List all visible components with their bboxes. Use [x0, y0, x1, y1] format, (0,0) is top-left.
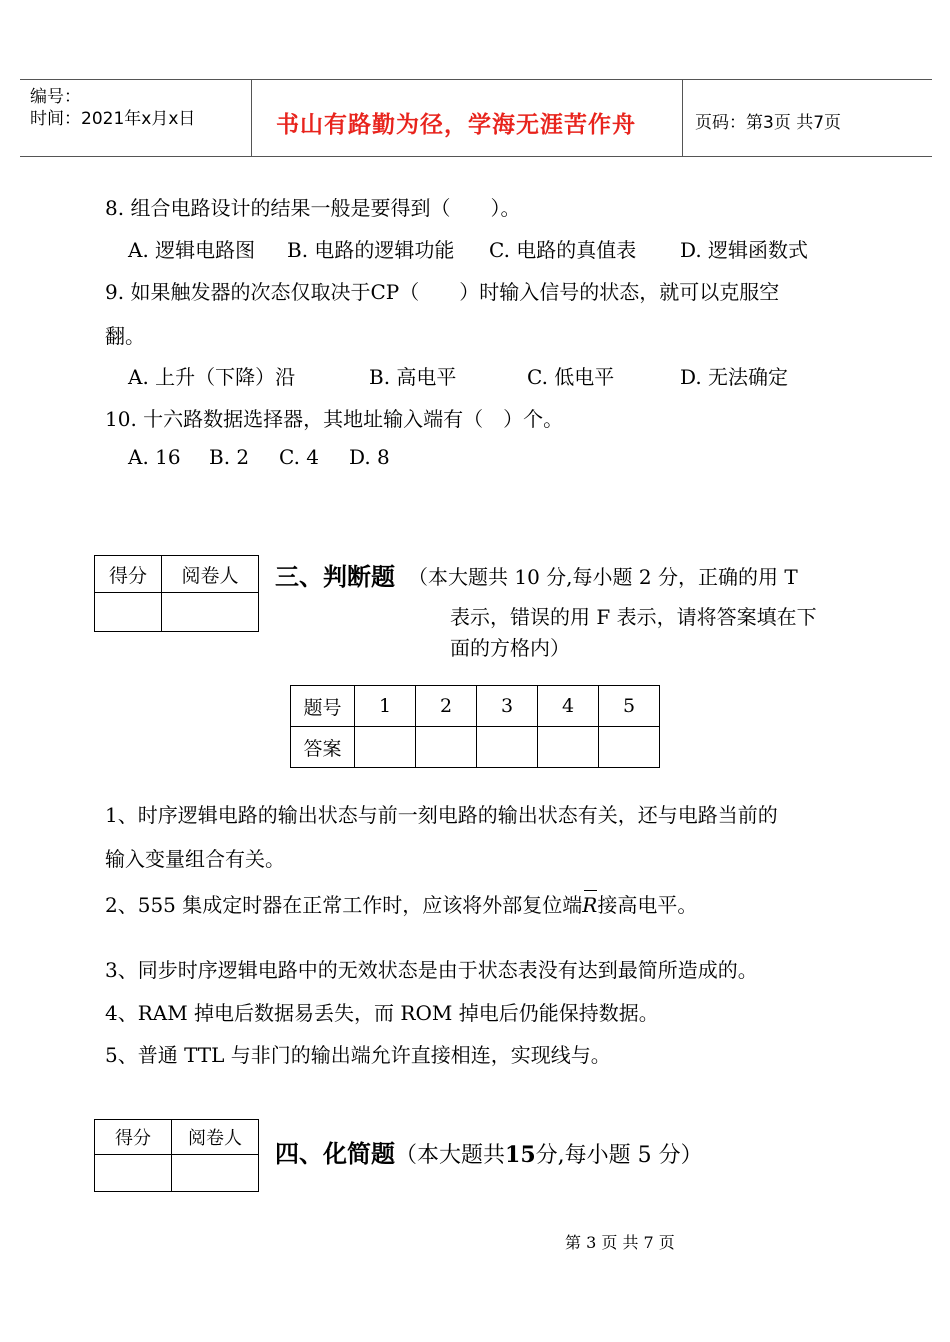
answer-table-header-label: 题号 — [291, 686, 355, 727]
section4-title: 四、化简题 — [275, 1139, 395, 1168]
q8-option-b: B. 电路的逻辑功能 — [287, 238, 455, 262]
grader-label: 阅卷人 — [172, 1120, 259, 1155]
tf-item-2 — [105, 889, 697, 918]
answer-row-label: 答案 — [291, 727, 355, 768]
time-label: 时间：2021年x月x日 — [30, 109, 196, 129]
q8-option-d: D. 逻辑函数式 — [680, 238, 809, 262]
section4-desc-post: 分,每小题 5 分） — [535, 1143, 703, 1168]
footer-page-number: 第 3 页 共 7 页 — [565, 1233, 675, 1252]
answer-table-header-row — [291, 686, 660, 727]
section3-desc-line1: （本大题共 10 分,每小题 2 分，正确的用 T — [408, 565, 798, 589]
header-top-rule — [20, 79, 932, 80]
section3-desc-line3: 面的方格内） — [450, 636, 570, 660]
score-box-section4 — [94, 1119, 259, 1192]
answer-cell-5[interactable] — [599, 727, 660, 768]
section4-desc-num: 15 — [505, 1142, 536, 1168]
q10-option-d: D. 8 — [349, 445, 390, 469]
answer-table — [290, 685, 660, 768]
header-divider-right — [682, 80, 683, 156]
question-9-line1: 9. 如果触发器的次态仅取决于CP（ ）时输入信号的状态，就可以克服空 — [105, 280, 780, 304]
q10-option-b: B. 2 — [209, 445, 250, 469]
tf-item-1-line2: 输入变量组合有关。 — [105, 847, 285, 871]
q9-option-d: D. 无法确定 — [680, 365, 789, 389]
header-page-info: 页码：第3页 共7页 — [695, 113, 842, 133]
q8-option-c: C. 电路的真值表 — [489, 238, 637, 262]
answer-cell-1[interactable] — [355, 727, 416, 768]
grader-cell[interactable] — [162, 593, 259, 632]
question-10: 10. 十六路数据选择器，其地址输入端有（ ）个。 — [105, 407, 564, 431]
q10-option-c: C. 4 — [279, 445, 320, 469]
grader-label: 阅卷人 — [162, 556, 259, 593]
answer-table-header-3: 3 — [477, 686, 538, 727]
serial-label: 编号： — [30, 87, 81, 107]
score-cell[interactable] — [95, 1155, 172, 1192]
score-label: 得分 — [95, 556, 162, 593]
tf-item-2-pre: 2、555 集成定时器在正常工作时，应该将外部复位端 — [105, 893, 583, 917]
section3-desc-line2: 表示，错误的用 F 表示，请将答案填在下 — [450, 605, 817, 629]
section3-title: 三、判断题 — [275, 562, 395, 591]
reset-r-symbol: R — [582, 893, 598, 917]
q9-option-a: A. 上升（下降）沿 — [128, 365, 296, 389]
q8-option-a: A. 逻辑电路图 — [128, 238, 256, 262]
tf-item-5: 5、普通 TTL 与非门的输出端允许直接相连，实现线与。 — [105, 1043, 611, 1067]
score-box-section3 — [94, 555, 259, 632]
header-divider-left — [251, 80, 252, 156]
answer-table-header-4: 4 — [538, 686, 599, 727]
question-9-line2: 翻。 — [105, 324, 145, 348]
answer-table-header-2: 2 — [416, 686, 477, 727]
q10-option-a: A. 16 — [128, 445, 181, 469]
section4-desc-pre: （本大题共 — [395, 1143, 506, 1168]
header-motto: 书山有路勤为径，学海无涯苦作舟 — [276, 112, 636, 138]
q9-option-b: B. 高电平 — [369, 365, 457, 389]
section4-heading — [275, 1134, 703, 1169]
header-bottom-rule — [20, 156, 932, 157]
tf-item-2-post: 接高电平。 — [597, 893, 698, 917]
tf-item-4: 4、RAM 掉电后数据易丢失，而 ROM 掉电后仍能保持数据。 — [105, 1001, 659, 1025]
question-8: 8. 组合电路设计的结果一般是要得到（ ）。 — [105, 196, 521, 220]
answer-table-header-5: 5 — [599, 686, 660, 727]
grader-cell[interactable] — [172, 1155, 259, 1192]
tf-item-3: 3、同步时序逻辑电路中的无效状态是由于状态表没有达到最简所造成的。 — [105, 958, 758, 982]
answer-cell-3[interactable] — [477, 727, 538, 768]
q9-option-c: C. 低电平 — [527, 365, 615, 389]
tf-item-1-line1: 1、时序逻辑电路的输出状态与前一刻电路的输出状态有关，还与电路当前的 — [105, 803, 778, 827]
score-cell[interactable] — [95, 593, 162, 632]
score-label: 得分 — [95, 1120, 172, 1155]
answer-table-answer-row — [291, 727, 660, 768]
answer-cell-4[interactable] — [538, 727, 599, 768]
answer-table-header-1: 1 — [355, 686, 416, 727]
answer-cell-2[interactable] — [416, 727, 477, 768]
